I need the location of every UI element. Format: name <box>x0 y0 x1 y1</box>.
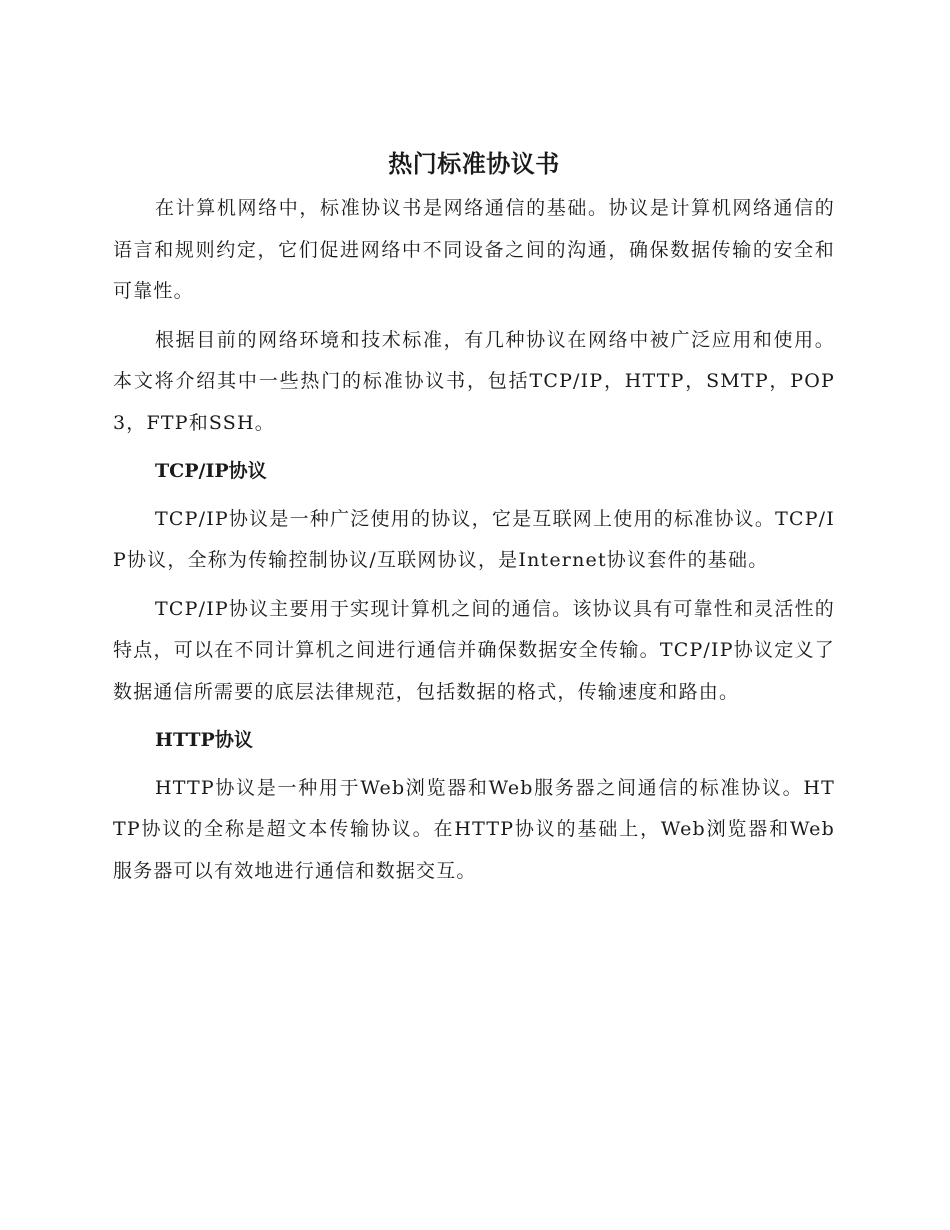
section-heading: TCP/IP协议 <box>155 460 267 482</box>
section-paragraph: HTTP协议是一种用于Web浏览器和Web服务器之间通信的标准协议。HTTP协议的全称是超文本传输协议。在HTTP协议的基础上，Web浏览器和Web服务器可以有效地进行通信和数据交互。 <box>113 776 835 882</box>
intro-paragraph: 在计算机网络中，标准协议书是网络通信的基础。协议是计算机网络通信的语言和规则约定，它们促进网络中不同设备之间的沟通，确保数据传输的安全和可靠性。 <box>113 197 835 302</box>
document-page <box>113 146 835 899</box>
section-heading: HTTP协议 <box>155 729 253 751</box>
section-paragraph: TCP/IP协议是一种广泛使用的协议，它是互联网上使用的标准协议。TCP/IP协议，全称为传输控制协议/互联网协议，是Internet协议套件的基础。 <box>113 507 835 571</box>
section-http <box>113 720 835 892</box>
intro-paragraph: 根据目前的网络环境和技术标准，有几种协议在网络中被广泛应用和使用。本文将介绍其中一些热门的标准协议书，包括TCP/IP，HTTP，SMTP，POP3，FTP和SSH。 <box>113 328 835 434</box>
section-tcpip <box>113 451 835 713</box>
document-title: 热门标准协议书 <box>388 150 560 178</box>
section-paragraph: TCP/IP协议主要用于实现计算机之间的通信。该协议具有可靠性和灵活性的特点，可以在不同计算机之间进行通信并确保数据安全传输。TCP/IP协议定义了数据通信所需要的底层法律规范，包括数据的格式，传输速度和路由。 <box>113 597 835 703</box>
